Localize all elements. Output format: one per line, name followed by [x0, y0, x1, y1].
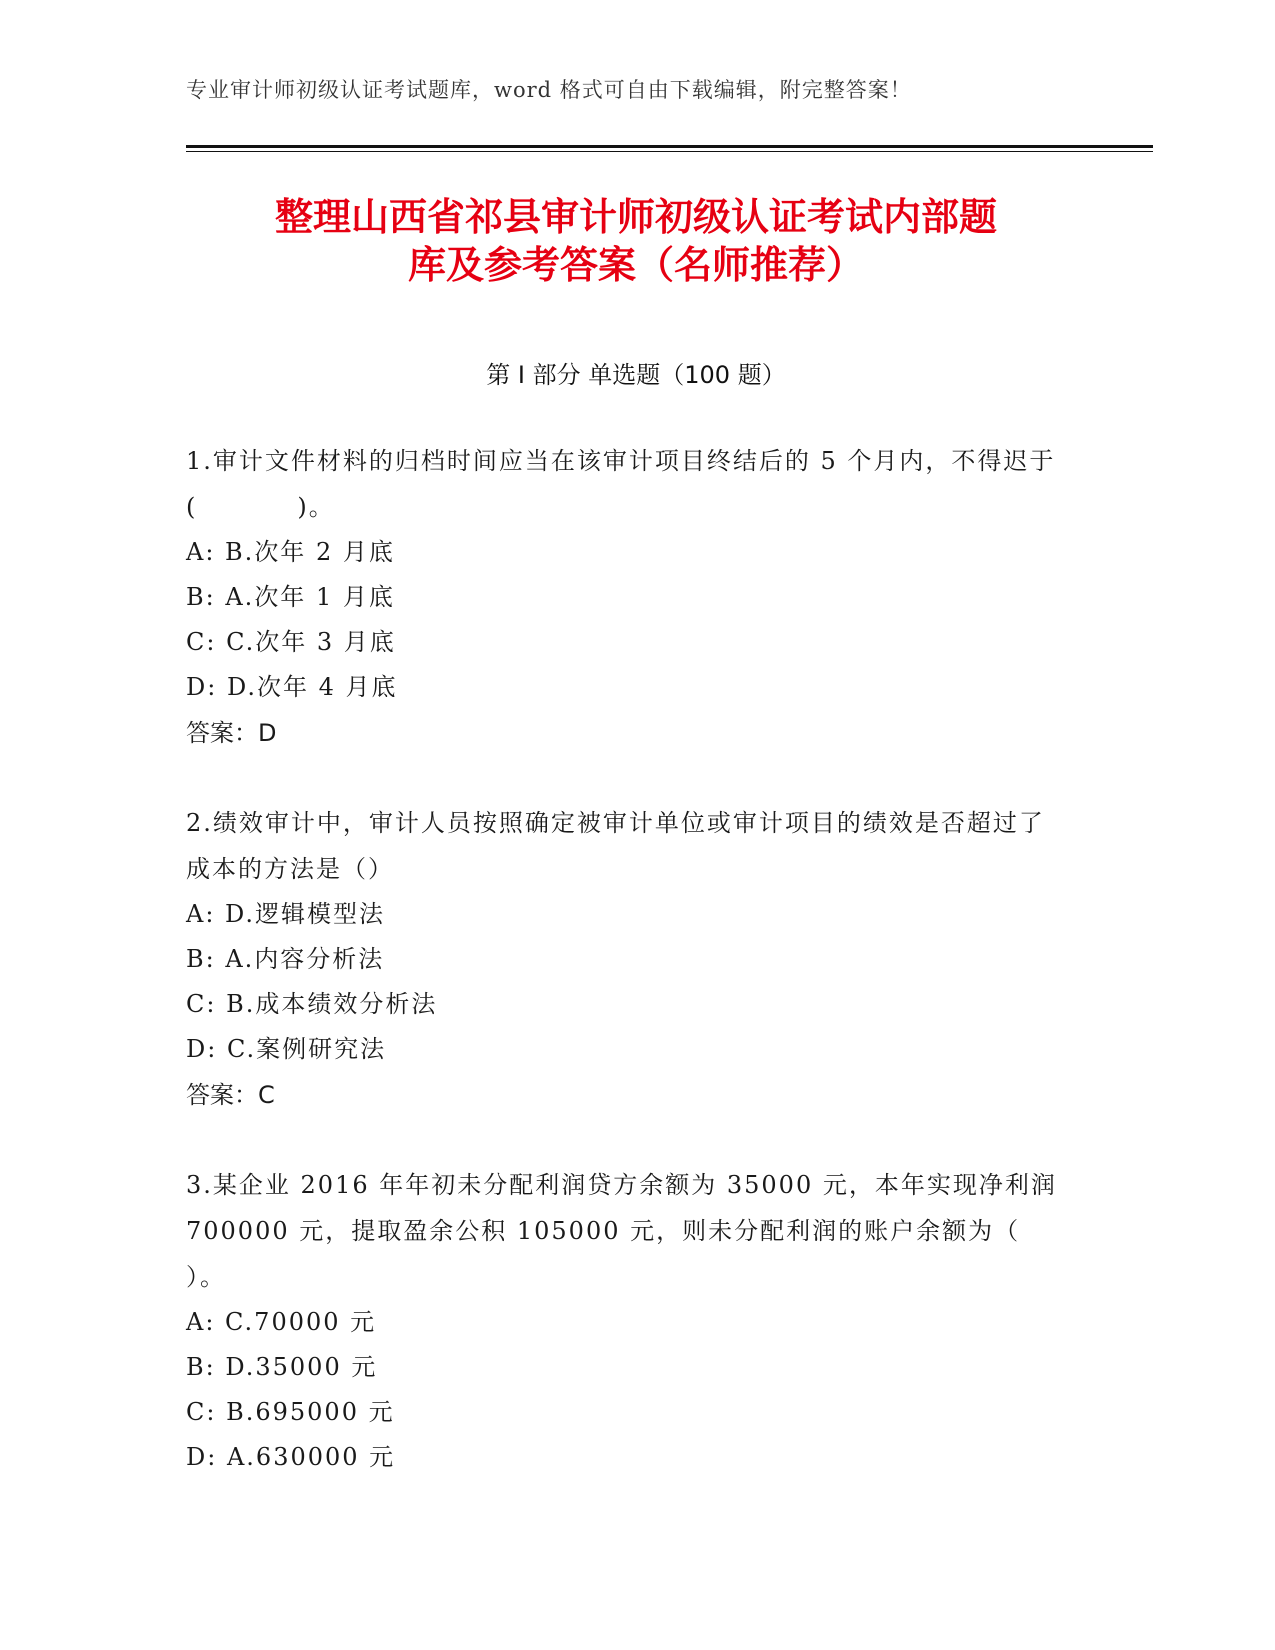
document-title-line-1: 整理山西省祁县审计师初级认证考试内部题	[274, 195, 997, 239]
question-2	[186, 800, 1066, 1118]
question-stem	[186, 1162, 1066, 1300]
header-rule-thick	[186, 145, 1153, 148]
option-c: C: B.695000 元	[186, 1398, 395, 1426]
option-d: D: A.630000 元	[186, 1443, 396, 1471]
answer: 答案：C	[186, 1081, 275, 1109]
question-stem	[186, 438, 1066, 530]
option-c: C: C.次年 3 月底	[186, 628, 396, 656]
question-stem-end: ）。	[186, 1263, 226, 1291]
question-3	[186, 1162, 1066, 1480]
option-b: B: D.35000 元	[186, 1353, 378, 1381]
option-d: D: D.次年 4 月底	[186, 673, 398, 701]
document-title-line-2: 库及参考答案（名师推荐）	[407, 243, 864, 287]
option-a: A: D.逻辑模型法	[186, 900, 386, 928]
option-a: A: B.次年 2 月底	[186, 538, 395, 566]
header-note: 专业审计师初级认证考试题库，word 格式可自由下载编辑，附完整答案！	[186, 78, 912, 102]
option-c: C: B.成本绩效分析法	[186, 990, 438, 1018]
header-rule-thin	[186, 151, 1153, 152]
section-title: 第 I 部分 单选题（100 题）	[486, 361, 786, 389]
question-stem-text: 1.审计文件材料的归档时间应当在该审计项目终结后的 5 个月内，不得迟于(	[186, 447, 1056, 521]
question-stem-end: )。	[297, 493, 335, 521]
option-b: B: A.次年 1 月底	[186, 583, 395, 611]
question-list	[186, 438, 1066, 1524]
answer: 答案：D	[186, 719, 277, 747]
question-stem	[186, 800, 1066, 892]
option-d: D: C.案例研究法	[186, 1035, 387, 1063]
question-stem-text: 3.某企业 2016 年年初未分配利润贷方余额为 35000 元，本年实现净利润 700000 元，提取盈余公积 105000 元，则未分配利润的账户余额为（	[186, 1171, 1057, 1245]
question-1	[186, 438, 1066, 756]
option-a: A: C.70000 元	[186, 1308, 377, 1336]
question-stem-text: 2.绩效审计中，审计人员按照确定被审计单位或审计项目的绩效是否超过了成本的方法是（）	[186, 809, 1045, 883]
document-title	[186, 193, 1086, 289]
option-b: B: A.内容分析法	[186, 945, 385, 973]
